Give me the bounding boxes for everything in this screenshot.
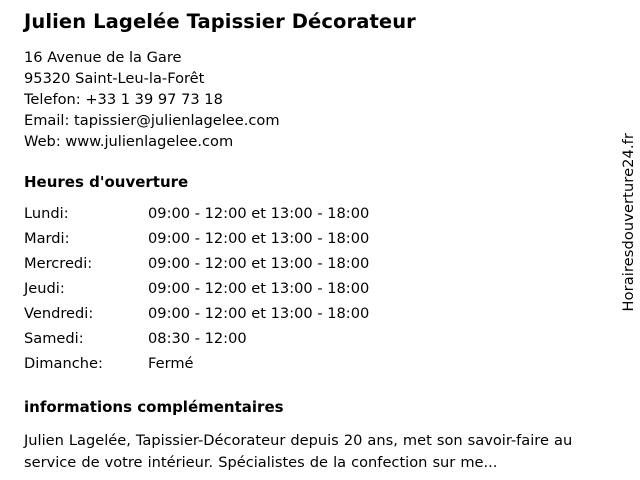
address-line-street: 16 Avenue de la Gare [24, 49, 182, 67]
address-line-email: Email: tapissier@julienlagelee.com [24, 112, 280, 130]
table-row [24, 331, 369, 356]
additional-info-text: Julien Lagelée, Tapissier-Décorateur depuis 20 ans, met son savoir-faire au service de votre intérieur. Spécialistes de la confection sur me... [24, 432, 573, 472]
hours-time-value: 09:00 - 12:00 et 13:00 - 18:00 [148, 305, 370, 323]
hours-day-label: Dimanche: [24, 355, 103, 373]
table-row [24, 281, 369, 306]
hours-day-label: Mardi: [24, 230, 70, 248]
address-line-city: 95320 Saint-Leu-la-Forêt [24, 70, 205, 88]
hours-time-value: 08:30 - 12:00 [148, 330, 247, 348]
table-row [24, 356, 369, 381]
address-line-phone: Telefon: +33 1 39 97 73 18 [24, 91, 223, 109]
hours-day-label: Vendredi: [24, 305, 94, 323]
hours-day-label: Samedi: [24, 330, 84, 348]
table-row [24, 306, 369, 331]
address-block [24, 47, 604, 152]
page-title: Julien Lagelée Tapissier Décorateur [24, 10, 416, 33]
opening-hours-heading: Heures d'ouverture [24, 173, 189, 192]
hours-time-value: 09:00 - 12:00 et 13:00 - 18:00 [148, 255, 370, 273]
hours-time-value: 09:00 - 12:00 et 13:00 - 18:00 [148, 230, 370, 248]
opening-hours-table [24, 206, 369, 381]
table-row [24, 256, 369, 281]
watermark-label: Horairesdouverture24.fr [620, 133, 637, 312]
content-column [24, 10, 604, 474]
hours-time-value: 09:00 - 12:00 et 13:00 - 18:00 [148, 205, 370, 223]
hours-day-label: Lundi: [24, 205, 69, 223]
table-row [24, 231, 369, 256]
table-row [24, 206, 369, 231]
hours-day-label: Jeudi: [24, 280, 65, 298]
additional-info-heading: informations complémentaires [24, 398, 284, 417]
hours-time-value: 09:00 - 12:00 et 13:00 - 18:00 [148, 280, 370, 298]
hours-day-label: Mercredi: [24, 255, 93, 273]
hours-time-value: Fermé [148, 355, 194, 373]
address-line-web: Web: www.julienlagelee.com [24, 133, 234, 151]
